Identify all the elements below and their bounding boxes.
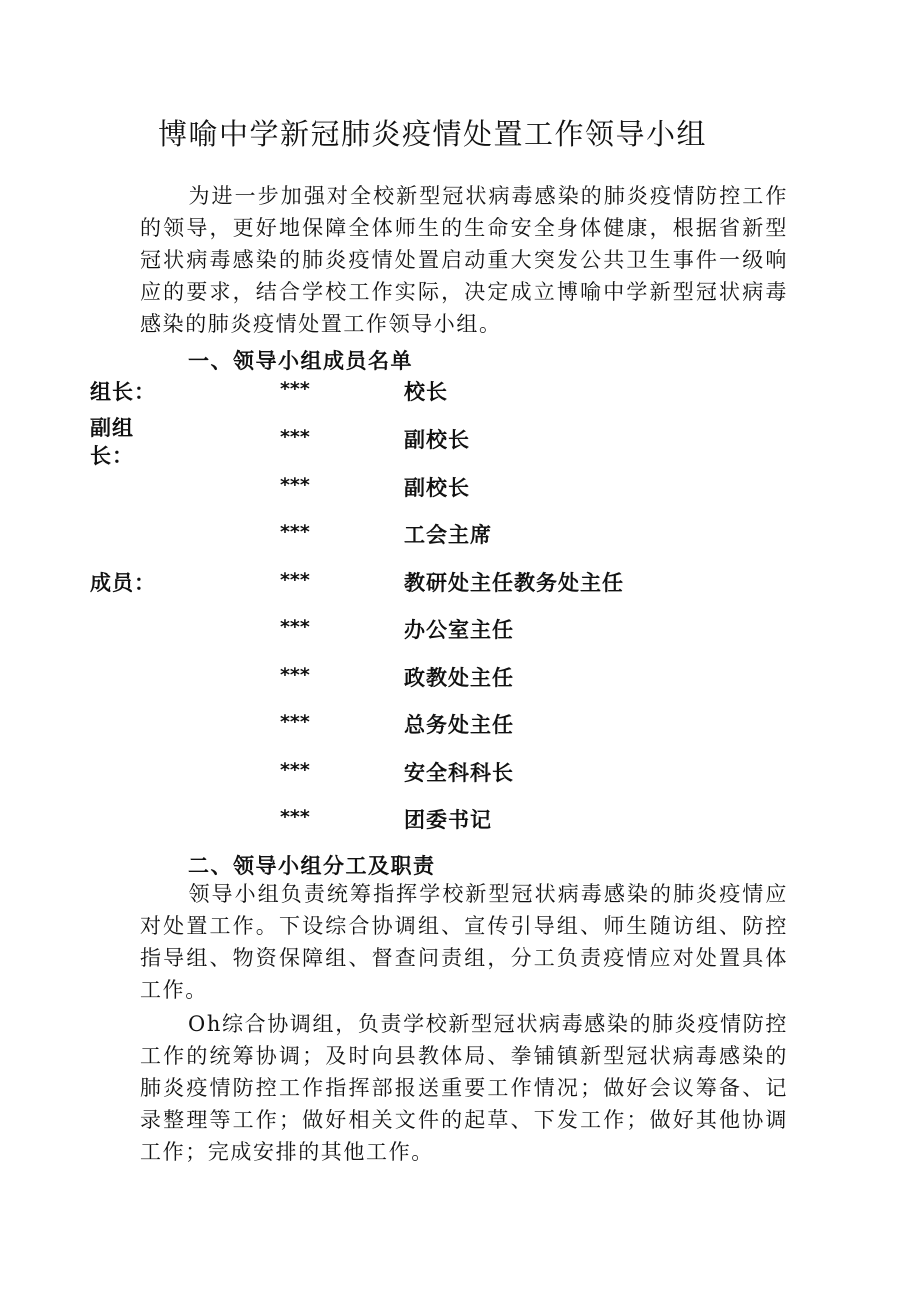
member-name: *** — [280, 521, 310, 543]
member-name: *** — [280, 569, 310, 591]
duties-text: 领导小组负责统筹指挥学校新型冠状病毒感染的肺炎疫情应对处置工作。下设综合协调组、宣传引导组、师生随访组、防控指导组、物资保障组、督查问责组，分工负责疫情应对处置具体工作。 — [140, 882, 788, 1002]
member-name: *** — [280, 616, 310, 638]
member-name: *** — [280, 759, 310, 781]
member-role: 组长： — [90, 379, 156, 404]
document-title: 博喻中学新冠肺炎疫情处置工作领导小组 — [158, 117, 708, 151]
member-role: 副组长： — [90, 415, 134, 468]
section-heading-members: 一、领导小组成员名单 — [188, 348, 413, 373]
member-position: 政教处主任 — [404, 665, 514, 690]
member-name: *** — [280, 426, 310, 448]
member-position: 副校长 — [404, 475, 470, 500]
member-name: *** — [280, 474, 310, 496]
member-name: *** — [280, 664, 310, 686]
member-position: 教研处主任教务处主任 — [404, 570, 624, 595]
member-role: 成员： — [90, 570, 156, 595]
coordination-text: Oh综合协调组，负责学校新型冠状病毒感染的肺炎疫情防控工作的统筹协调；及时向县教体局、拳铺镇新型冠状病毒感染的肺炎疫情防控工作指挥部报送重要工作情况；做好会议筹备、记录整理等工作；做好相关文件的起草、下发工作；做好其他协调工作；完成安排的其他工作。 — [140, 1012, 788, 1164]
intro-paragraph — [140, 180, 788, 340]
duties-paragraph — [140, 878, 788, 1006]
section-heading-duties: 二、领导小组分工及职责 — [188, 853, 436, 878]
member-position: 校长 — [404, 379, 448, 404]
member-position: 办公室主任 — [404, 617, 514, 642]
member-position: 工会主席 — [404, 522, 492, 547]
member-name: *** — [280, 711, 310, 733]
member-position: 团委书记 — [404, 807, 492, 832]
member-name: *** — [280, 806, 310, 828]
intro-text: 为进一步加强对全校新型冠状病毒感染的肺炎疫情防控工作的领导，更好地保障全体师生的生命安全身体健康，根据省新型冠状病毒感染的肺炎疫情处置启动重大突发公共卫生事件一级响应的要求，结合学校工作实际，决定成立博喻中学新型冠状病毒感染的肺炎疫情处置工作领导小组。 — [140, 184, 788, 336]
member-position: 安全科科长 — [404, 760, 514, 785]
coordination-paragraph — [140, 1008, 788, 1168]
member-position: 总务处主任 — [404, 712, 514, 737]
member-name: *** — [280, 378, 310, 400]
member-position: 副校长 — [404, 427, 470, 452]
